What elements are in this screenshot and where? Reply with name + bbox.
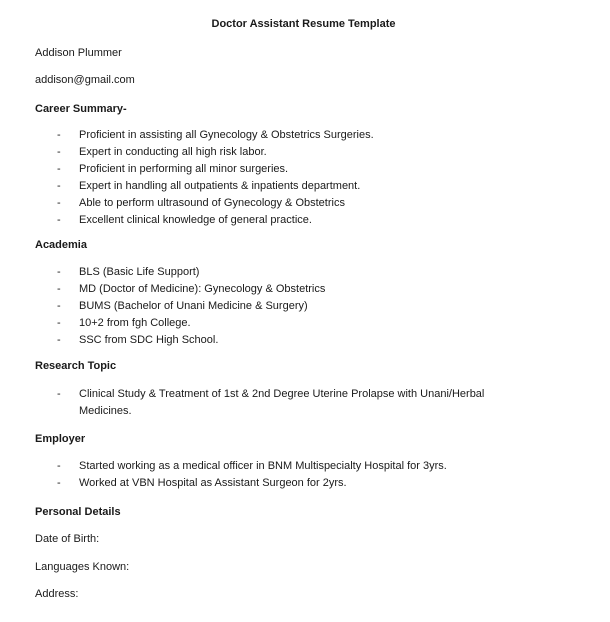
list-item — [57, 475, 572, 492]
list-item — [57, 264, 572, 281]
dash-bullet-icon: - — [57, 129, 61, 141]
bullet-text: Able to perform ultrasound of Gynecology & Obstetrics — [79, 197, 345, 209]
bullet-text: Worked at VBN Hospital as Assistant Surgeon for 2yrs. — [79, 477, 347, 489]
list-item — [57, 212, 572, 229]
bullet-text: Excellent clinical knowledge of general practice. — [79, 214, 312, 226]
section-heading-employer: Employer — [35, 433, 86, 445]
list-item — [57, 298, 572, 315]
section-heading-career-summary: Career Summary- — [35, 103, 127, 115]
dash-bullet-icon: - — [57, 214, 61, 226]
bullet-text: Expert in handling all outpatients & inpatients department. — [79, 180, 361, 192]
academia-list — [35, 264, 572, 349]
dash-bullet-icon: - — [57, 146, 61, 158]
list-item — [57, 386, 572, 420]
bullet-text: Proficient in performing all minor surgeries. — [79, 163, 289, 175]
field-address: Address: — [35, 588, 79, 600]
list-item — [57, 161, 572, 178]
bullet-text: Started working as a medical officer in BNM Multispecialty Hospital for 3yrs. — [79, 460, 447, 472]
career-summary-list — [35, 127, 572, 229]
document-title: Doctor Assistant Resume Template — [211, 18, 396, 30]
dash-bullet-icon: - — [57, 334, 61, 346]
list-item — [57, 281, 572, 298]
list-item — [57, 127, 572, 144]
candidate-email: addison@gmail.com — [35, 74, 135, 86]
section-heading-academia: Academia — [35, 239, 87, 251]
section-heading-research-topic: Research Topic — [35, 360, 117, 372]
employer-list — [35, 458, 572, 492]
list-item — [57, 315, 572, 332]
research-topic-list — [35, 386, 572, 420]
bullet-text: 10+2 from fgh College. — [79, 317, 191, 329]
dash-bullet-icon: - — [57, 477, 61, 489]
bullet-text: MD (Doctor of Medicine): Gynecology & Obstetrics — [79, 283, 326, 295]
dash-bullet-icon: - — [57, 460, 61, 472]
list-item — [57, 144, 572, 161]
dash-bullet-icon: - — [57, 266, 61, 278]
dash-bullet-icon: - — [57, 300, 61, 312]
bullet-text: BUMS (Bachelor of Unani Medicine & Surgery) — [79, 300, 308, 312]
list-item — [57, 458, 572, 475]
list-item — [57, 195, 572, 212]
list-item — [57, 178, 572, 195]
candidate-name: Addison Plummer — [35, 47, 122, 59]
dash-bullet-icon: - — [57, 197, 61, 209]
bullet-text: Expert in conducting all high risk labor. — [79, 146, 267, 158]
field-languages-known: Languages Known: — [35, 561, 130, 573]
list-item — [57, 332, 572, 349]
bullet-text: BLS (Basic Life Support) — [79, 266, 200, 278]
dash-bullet-icon: - — [57, 283, 61, 295]
dash-bullet-icon: - — [57, 388, 61, 400]
section-heading-personal-details: Personal Details — [35, 506, 121, 518]
bullet-text: Clinical Study & Treatment of 1st & 2nd Degree Uterine Prolapse with Unani/Herbal Medicines. — [79, 388, 485, 417]
field-date-of-birth: Date of Birth: — [35, 533, 100, 545]
dash-bullet-icon: - — [57, 163, 61, 175]
dash-bullet-icon: - — [57, 180, 61, 192]
bullet-text: SSC from SDC High School. — [79, 334, 219, 346]
bullet-text: Proficient in assisting all Gynecology & Obstetrics Surgeries. — [79, 129, 374, 141]
dash-bullet-icon: - — [57, 317, 61, 329]
